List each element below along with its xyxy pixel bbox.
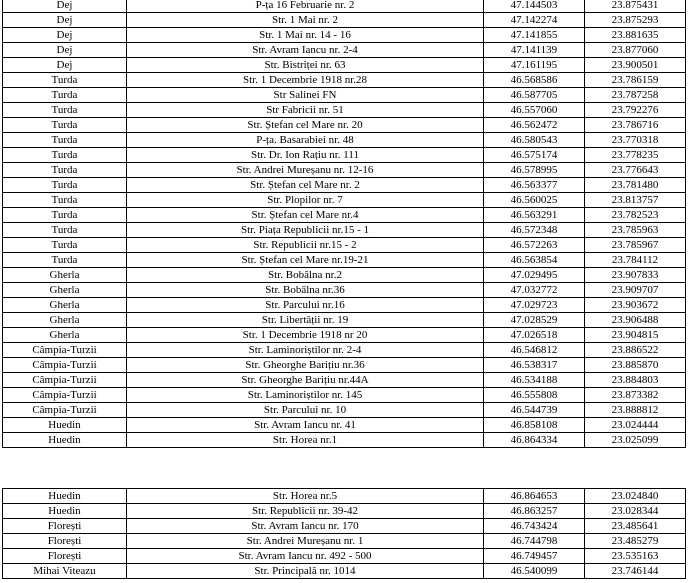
latitude-cell: 46.540099 — [484, 564, 585, 579]
locality-cell: Dej — [3, 0, 127, 13]
latitude-cell: 47.142274 — [484, 13, 585, 28]
latitude-cell: 47.141139 — [484, 43, 585, 58]
longitude-cell: 23.884803 — [585, 373, 686, 388]
longitude-cell: 23.485641 — [585, 519, 686, 534]
longitude-cell: 23.813757 — [585, 193, 686, 208]
locality-cell: Turda — [3, 148, 127, 163]
latitude-cell: 47.029495 — [484, 268, 585, 283]
latitude-cell: 47.144503 — [484, 0, 585, 13]
table-row — [3, 238, 686, 253]
latitude-cell: 46.568586 — [484, 73, 585, 88]
longitude-cell: 23.782523 — [585, 208, 686, 223]
address-cell: Str. Avram Iancu nr. 492 - 500 — [127, 549, 484, 564]
table-row — [3, 253, 686, 268]
longitude-cell: 23.025099 — [585, 433, 686, 448]
latitude-cell: 46.562472 — [484, 118, 585, 133]
latitude-cell: 46.534188 — [484, 373, 585, 388]
latitude-cell: 46.544739 — [484, 403, 585, 418]
longitude-cell: 23.784112 — [585, 253, 686, 268]
longitude-cell: 23.881635 — [585, 28, 686, 43]
address-cell: Str. Principală nr. 1014 — [127, 564, 484, 579]
address-cell: Str. Avram Iancu nr. 41 — [127, 418, 484, 433]
address-cell: Str. Republicii nr.15 - 2 — [127, 238, 484, 253]
locality-cell: Gherla — [3, 298, 127, 313]
locality-cell: Turda — [3, 103, 127, 118]
table-row — [3, 58, 686, 73]
address-cell: Str. Laminoriștilor nr. 2-4 — [127, 343, 484, 358]
address-cell: Str. Ștefan cel Mare nr.19-21 — [127, 253, 484, 268]
locality-cell: Florești — [3, 549, 127, 564]
latitude-cell: 46.864653 — [484, 489, 585, 504]
table-row — [3, 268, 686, 283]
address-cell: Str. Republicii nr. 39-42 — [127, 504, 484, 519]
longitude-cell: 23.873382 — [585, 388, 686, 403]
table-row — [3, 13, 686, 28]
locality-cell: Florești — [3, 519, 127, 534]
table-row — [3, 43, 686, 58]
locality-cell: Gherla — [3, 283, 127, 298]
locality-cell: Huedin — [3, 504, 127, 519]
table-row — [3, 193, 686, 208]
longitude-cell: 23.776643 — [585, 163, 686, 178]
address-cell: Str Fabricii nr. 51 — [127, 103, 484, 118]
locality-cell: Florești — [3, 534, 127, 549]
longitude-cell: 23.786716 — [585, 118, 686, 133]
table-row — [3, 313, 686, 328]
latitude-cell: 47.026518 — [484, 328, 585, 343]
address-cell: Str. Gheorghe Barițiu nr.36 — [127, 358, 484, 373]
locality-cell: Dej — [3, 43, 127, 58]
latitude-cell: 47.141855 — [484, 28, 585, 43]
table-row — [3, 133, 686, 148]
longitude-cell: 23.786159 — [585, 73, 686, 88]
latitude-cell: 46.749457 — [484, 549, 585, 564]
table-row — [3, 0, 686, 13]
longitude-cell: 23.028344 — [585, 504, 686, 519]
locality-cell: Turda — [3, 88, 127, 103]
latitude-cell: 47.028529 — [484, 313, 585, 328]
address-cell: Str. Libertății nr. 19 — [127, 313, 484, 328]
locality-cell: Dej — [3, 13, 127, 28]
longitude-cell: 23.792276 — [585, 103, 686, 118]
table-row — [3, 148, 686, 163]
locality-cell: Turda — [3, 178, 127, 193]
longitude-cell: 23.877060 — [585, 43, 686, 58]
locality-cell: Gherla — [3, 328, 127, 343]
table-row — [3, 489, 686, 504]
table-row — [3, 388, 686, 403]
table-row — [3, 328, 686, 343]
table-row — [3, 28, 686, 43]
latitude-cell: 47.029723 — [484, 298, 585, 313]
latitude-cell: 46.863257 — [484, 504, 585, 519]
table-row — [3, 504, 686, 519]
address-cell: Str. Piața Republicii nr.15 - 1 — [127, 223, 484, 238]
table-row — [3, 223, 686, 238]
table-row — [3, 118, 686, 133]
address-cell: Str. Bobâlna nr.2 — [127, 268, 484, 283]
address-cell: Str. Ștefan cel Mare nr. 20 — [127, 118, 484, 133]
table-row — [3, 163, 686, 178]
latitude-cell: 47.032772 — [484, 283, 585, 298]
locality-cell: Turda — [3, 238, 127, 253]
longitude-cell: 23.778235 — [585, 148, 686, 163]
locality-cell: Gherla — [3, 313, 127, 328]
address-cell: Str. Andrei Mureșanu nr. 1 — [127, 534, 484, 549]
locality-cell: Câmpia-Turzii — [3, 373, 127, 388]
location-table-top — [2, 0, 686, 448]
longitude-cell: 23.787258 — [585, 88, 686, 103]
address-cell: P-ța. Basarabiei nr. 48 — [127, 133, 484, 148]
table-row — [3, 103, 686, 118]
address-cell: Str. Plopilor nr. 7 — [127, 193, 484, 208]
latitude-cell: 46.546812 — [484, 343, 585, 358]
longitude-cell: 23.770318 — [585, 133, 686, 148]
longitude-cell: 23.900501 — [585, 58, 686, 73]
locality-cell: Turda — [3, 193, 127, 208]
longitude-cell: 23.781480 — [585, 178, 686, 193]
locality-cell: Turda — [3, 163, 127, 178]
address-cell: Str. Gheorghe Barițiu nr.44A — [127, 373, 484, 388]
longitude-cell: 23.746144 — [585, 564, 686, 579]
latitude-cell: 46.538317 — [484, 358, 585, 373]
address-cell: P-ța 16 Februarie nr. 2 — [127, 0, 484, 13]
latitude-cell: 47.161195 — [484, 58, 585, 73]
longitude-cell: 23.888812 — [585, 403, 686, 418]
table-row — [3, 343, 686, 358]
locality-cell: Câmpia-Turzii — [3, 343, 127, 358]
address-cell: Str. Bobâlna nr.36 — [127, 283, 484, 298]
locality-cell: Turda — [3, 253, 127, 268]
locality-cell: Dej — [3, 28, 127, 43]
longitude-cell: 23.907833 — [585, 268, 686, 283]
locality-cell: Turda — [3, 73, 127, 88]
longitude-cell: 23.904815 — [585, 328, 686, 343]
address-cell: Str. Ștefan cel Mare nr. 2 — [127, 178, 484, 193]
table-row — [3, 298, 686, 313]
latitude-cell: 46.563291 — [484, 208, 585, 223]
address-cell: Str. Parcului nr. 10 — [127, 403, 484, 418]
address-cell: Str Salinei FN — [127, 88, 484, 103]
latitude-cell: 46.560025 — [484, 193, 585, 208]
table-row — [3, 433, 686, 448]
latitude-cell: 46.744798 — [484, 534, 585, 549]
table-row — [3, 73, 686, 88]
table-row — [3, 549, 686, 564]
latitude-cell: 46.580543 — [484, 133, 585, 148]
table-row — [3, 418, 686, 433]
address-cell: Str. Dr. Ion Rațiu nr. 111 — [127, 148, 484, 163]
address-cell: Str. Avram Iancu nr. 2-4 — [127, 43, 484, 58]
address-cell: Str. Ștefan cel Mare nr.4 — [127, 208, 484, 223]
locality-cell: Turda — [3, 223, 127, 238]
latitude-cell: 46.557060 — [484, 103, 585, 118]
table-row — [3, 178, 686, 193]
locality-cell: Turda — [3, 118, 127, 133]
latitude-cell: 46.555808 — [484, 388, 585, 403]
locality-cell: Gherla — [3, 268, 127, 283]
address-cell: Str. 1 Mai nr. 14 - 16 — [127, 28, 484, 43]
address-cell: Str. Avram Iancu nr. 170 — [127, 519, 484, 534]
longitude-cell: 23.885870 — [585, 358, 686, 373]
locality-cell: Câmpia-Turzii — [3, 388, 127, 403]
address-cell: Str. 1 Mai nr. 2 — [127, 13, 484, 28]
longitude-cell: 23.903672 — [585, 298, 686, 313]
locality-cell: Huedin — [3, 433, 127, 448]
latitude-cell: 46.563854 — [484, 253, 585, 268]
table-row — [3, 403, 686, 418]
longitude-cell: 23.886522 — [585, 343, 686, 358]
table-row — [3, 534, 686, 549]
address-cell: Str. Horea nr.5 — [127, 489, 484, 504]
latitude-cell: 46.743424 — [484, 519, 585, 534]
locality-cell: Turda — [3, 133, 127, 148]
address-cell: Str. Bistriței nr. 63 — [127, 58, 484, 73]
table-body — [3, 489, 686, 579]
locality-cell: Câmpia-Turzii — [3, 403, 127, 418]
address-cell: Str. Andrei Mureșanu nr. 12-16 — [127, 163, 484, 178]
latitude-cell: 46.572348 — [484, 223, 585, 238]
locality-cell: Dej — [3, 58, 127, 73]
longitude-cell: 23.785963 — [585, 223, 686, 238]
longitude-cell: 23.909707 — [585, 283, 686, 298]
longitude-cell: 23.875431 — [585, 0, 686, 13]
longitude-cell: 23.024840 — [585, 489, 686, 504]
latitude-cell: 46.587705 — [484, 88, 585, 103]
table-row — [3, 373, 686, 388]
latitude-cell: 46.575174 — [484, 148, 585, 163]
longitude-cell: 23.024444 — [585, 418, 686, 433]
table-row — [3, 208, 686, 223]
longitude-cell: 23.785967 — [585, 238, 686, 253]
address-cell: Str. Parcului nr.16 — [127, 298, 484, 313]
locality-cell: Turda — [3, 208, 127, 223]
locality-cell: Huedin — [3, 418, 127, 433]
latitude-cell: 46.572263 — [484, 238, 585, 253]
locality-cell: Huedin — [3, 489, 127, 504]
table-row — [3, 283, 686, 298]
longitude-cell: 23.906488 — [585, 313, 686, 328]
table-row — [3, 88, 686, 103]
latitude-cell: 46.858108 — [484, 418, 585, 433]
address-cell: Str. Laminoriștilor nr. 145 — [127, 388, 484, 403]
longitude-cell: 23.485279 — [585, 534, 686, 549]
longitude-cell: 23.535163 — [585, 549, 686, 564]
latitude-cell: 46.578995 — [484, 163, 585, 178]
longitude-cell: 23.875293 — [585, 13, 686, 28]
table-row — [3, 519, 686, 534]
latitude-cell: 46.864334 — [484, 433, 585, 448]
table-row — [3, 358, 686, 373]
address-cell: Str. Horea nr.1 — [127, 433, 484, 448]
table-body — [3, 0, 686, 448]
address-cell: Str. 1 Decembrie 1918 nr.28 — [127, 73, 484, 88]
table-row — [3, 564, 686, 579]
location-table-bottom — [2, 488, 686, 579]
address-cell: Str. 1 Decembrie 1918 nr 20 — [127, 328, 484, 343]
locality-cell: Mihai Viteazu — [3, 564, 127, 579]
locality-cell: Câmpia-Turzii — [3, 358, 127, 373]
latitude-cell: 46.563377 — [484, 178, 585, 193]
